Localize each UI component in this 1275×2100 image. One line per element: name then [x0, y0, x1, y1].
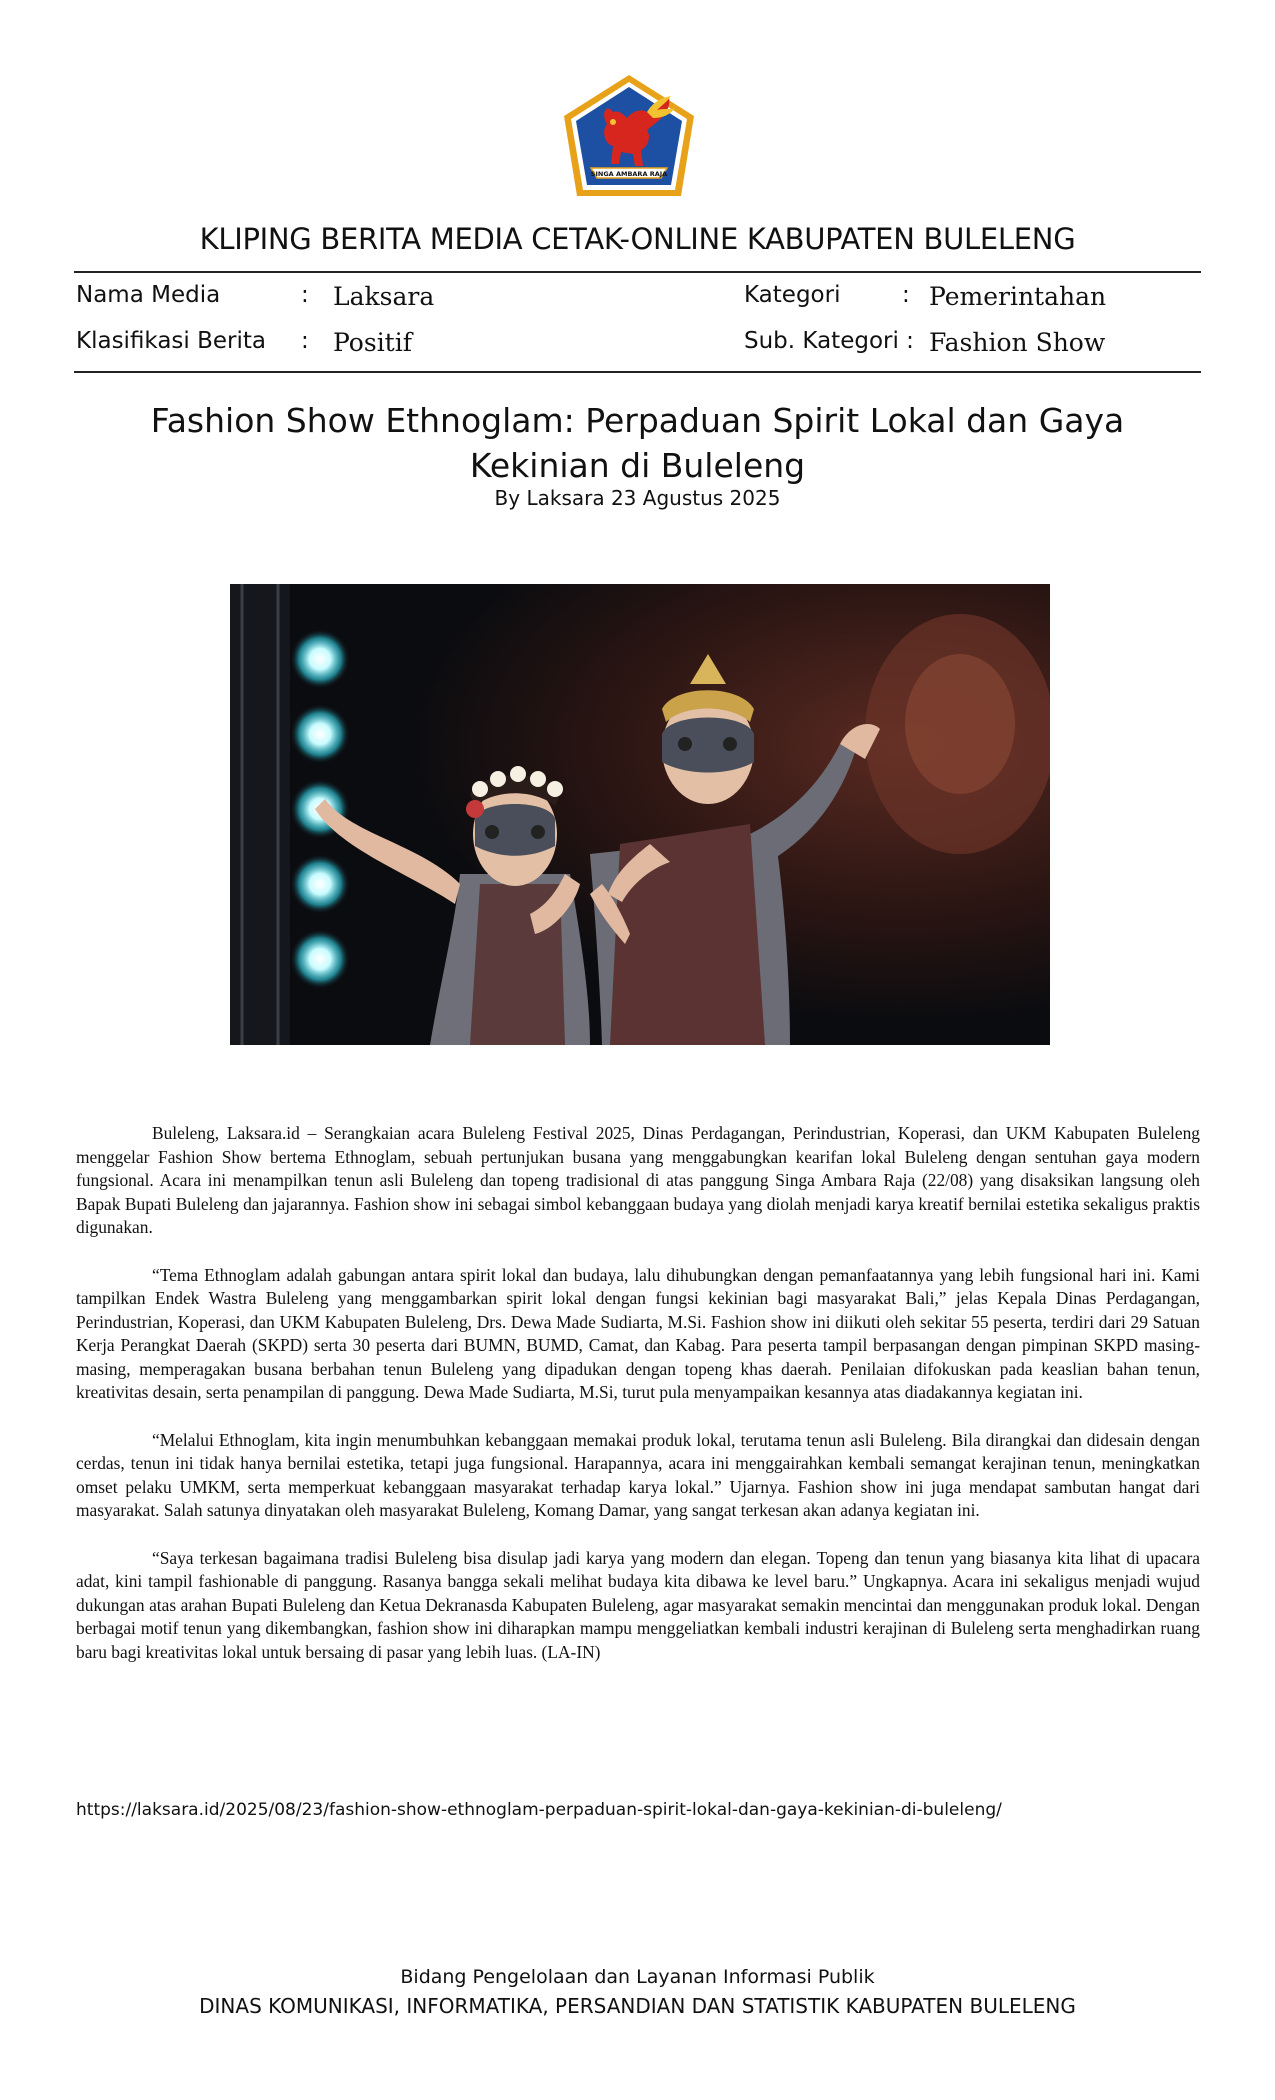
article-title: Fashion Show Ethnoglam: Perpaduan Spirit Lokal dan Gaya Kekinian di Buleleng	[150, 401, 1125, 485]
kategori-colon: :	[902, 282, 910, 308]
nama-media-value: Laksara	[333, 282, 435, 311]
sub-kategori-label: Sub. Kategori :	[744, 328, 914, 354]
nama-media-label: Nama Media	[76, 282, 221, 308]
header-top-rule	[74, 271, 1201, 273]
header-bottom-rule	[74, 371, 1201, 373]
klasifikasi-value: Positif	[333, 328, 412, 357]
sub-kategori-value: Fashion Show	[929, 328, 1106, 357]
kategori-value: Pemerintahan	[929, 282, 1107, 311]
article-byline: By Laksara 23 Agustus 2025	[494, 486, 781, 510]
footer-agency: DINAS KOMUNIKASI, INFORMATIKA, PERSANDIAN DAN STATISTIK KABUPATEN BULELENG	[199, 1994, 1076, 2018]
clipping-header-title: KLIPING BERITA MEDIA CETAK-ONLINE KABUPATEN BULELENG	[199, 222, 1076, 256]
source-url: https://laksara.id/2025/08/23/fashion-show-ethnoglam-perpaduan-spirit-lokal-dan-gaya-kekinian-di-buleleng/	[76, 1800, 1002, 1820]
nama-media-colon: :	[301, 282, 309, 308]
klasifikasi-colon: :	[301, 328, 309, 354]
footer-division: Bidang Pengelolaan dan Layanan Informasi Publik	[400, 1966, 875, 1988]
emblem-banner-text: SINGA AMBARA RAJA	[590, 170, 668, 178]
kabupaten-buleleng-emblem	[561, 72, 697, 200]
article-paragraph: “Melalui Ethnoglam, kita ingin menumbuhkan kebanggaan memakai produk lokal, terutama tenun asli Buleleng. Bila dirangkai dan didesain dengan cerdas, tenun ini tidak hanya bernilai estetika, tetapi juga fungsional. Harapannya, acara ini menggairahkan kembali semangat kerajinan tenun, meningkatkan omset pelaku UMKM, serta memperkuat kebanggaan masyarakat terhadap karya lokal.” Ujarnya. Fashion show ini juga mendapat sambutan hangat dari masyarakat. Salah satunya dinyatakan oleh masyarakat Buleleng, Komang Damar, yang sangat terkesan akan adanya kegiatan ini.	[76, 1429, 1200, 1520]
article-paragraph: “Tema Ethnoglam adalah gabungan antara spirit lokal dan budaya, lalu dihubungkan dengan pemanfaatannya yang lebih fungsional hari ini. Kami tampilkan Endek Wastra Buleleng yang menggambarkan spirit lokal dengan fungsi kekinian bagi masyarakat Bali,” jelas Kepala Dinas Perdagangan, Perindustrian, Koperasi, dan UKM Kabupaten Buleleng, Drs. Dewa Made Sudiarta, M.Si. Fashion show ini diikuti oleh sekitar 55 peserta, terdiri dari 29 Satuan Kerja Perangkat Daerah (SKPD) serta 30 peserta dari BUMN, BUMD, Camat, dan Kabag. Para peserta tampil berpasangan dengan pimpinan SKPD masing-masing, memperagakan busana berbahan tenun Buleleng yang dipadukan dengan topeng khas daerah. Penilaian difokuskan pada keaslian bahan tenun, kreativitas desain, serta penampilan di panggung. Dewa Made Sudiarta, M.Si, turut pula menyampaikan kesannya atas diadakannya kegiatan ini.	[76, 1264, 1200, 1402]
klasifikasi-label: Klasifikasi Berita	[76, 328, 267, 354]
article-body	[76, 1122, 1200, 1688]
article-photo	[230, 584, 1050, 1045]
article-paragraph: Buleleng, Laksara.id – Serangkaian acara Buleleng Festival 2025, Dinas Perdagangan, Perindustrian, Koperasi, dan UKM Kabupaten Buleleng menggelar Fashion Show bertema Ethnoglam, sebuah pertunjukan busana yang menggabungkan kearifan lokal Buleleng dengan sentuhan gaya modern fungsional. Acara ini menampilkan tenun asli Buleleng dan topeng tradisional di atas panggung Singa Ambara Raja (22/08) yang disaksikan langsung oleh Bapak Bupati Buleleng dan jajarannya. Fashion show ini sebagai simbol kebanggaan budaya yang diolah menjadi karya kreatif bernilai estetika sekaligus praktis digunakan.	[76, 1123, 1200, 1237]
article-paragraph: “Saya terkesan bagaimana tradisi Buleleng bisa disulap jadi karya yang modern dan elegan. Topeng dan tenun yang biasanya kita lihat di upacara adat, kini tampil fashionable di panggung. Rasanya bangga sekali melihat budaya kita dibawa ke level baru.” Ungkapnya. Acara ini sekaligus menjadi wujud dukungan atas arahan Bupati Buleleng dan Ketua Dekranasda Kabupaten Buleleng, agar masyarakat semakin mencintai dan menggunakan produk lokal. Dengan berbagai motif tenun yang dikembangkan, fashion show ini diharapkan mampu menggeliatkan kembali industri kerajinan di Buleleng serta menghadirkan ruang baru bagi kreativitas lokal untuk bersaing di pasar yang lebih luas. (LA-IN)	[76, 1547, 1200, 1662]
kategori-label: Kategori	[744, 282, 841, 308]
